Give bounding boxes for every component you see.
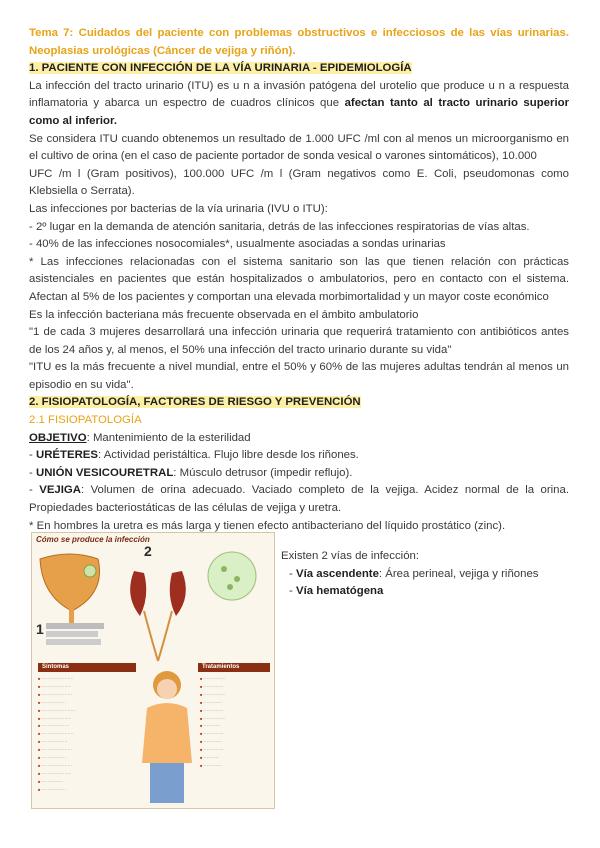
paragraph-intro: Las infecciones por bacterias de la vía urinaria (IVU o ITU): bbox=[29, 202, 328, 215]
infographic-step-1: 1 bbox=[36, 621, 44, 637]
infographic-caption-1 bbox=[46, 623, 106, 645]
paragraph-definition: La infección del tracto urinario (ITU) es u n a invasión patógena del urotelio que produce u n a respuesta inflamatoria y abarca un espectro de cuadros clínicos que afectan tanto al tracto urinario superior como al inferior. bbox=[29, 79, 569, 127]
vejiga-line: - VEJIGA: Volumen de orina adecuado. Vaciado completo de la vejiga. Acidez normal de la orina. Propiedades bacteriostáticas de las células de vejiga y uretra. bbox=[29, 484, 569, 515]
subsection-heading: 2.1 FISIOPATOLOGÍA bbox=[29, 414, 142, 427]
sintomas-list: ■ ····················· ■ ··················· ■ ···················· ■ ················ ■ ······················ ■ ··················· ■ ·················· ■ ····················· ■ ················· ■ ···················· ■ ················ ■ ···················· ■ ··················· ■ ·············· ■ ················ bbox=[38, 675, 136, 794]
infographic-title: Cómo se produce la infección bbox=[36, 535, 150, 544]
bladder-illustration bbox=[32, 541, 272, 671]
paragraph-ambulatory: Es la infección bacteriana más frecuente observada en el ámbito ambulatorio bbox=[29, 308, 419, 321]
woman-illustration bbox=[132, 663, 202, 809]
document-title: Tema 7: Cuidados del paciente con problemas obstructivos e infecciosos de las vías urinarias. Neoplasias urológicas (Cáncer de vejiga y riñón). bbox=[29, 27, 569, 57]
document-body bbox=[29, 25, 569, 535]
note-men: * En hombres la uretra es más larga y tienen efecto antibacteriano del líquido prostático (zinc). bbox=[29, 519, 506, 532]
paragraph-footnote: * Las infecciones relacionadas con el sistema sanitario son las que tienen relación con prácticas asistenciales en pacientes que están hospitalizados o ambulatorios, pero en contacto con el sistema. Afectan al 5% de los pacientes y comportan una elevada morbimortalidad y un mayor coste económico bbox=[29, 255, 569, 303]
sintomas-header: Síntomas bbox=[38, 663, 136, 672]
infographic-image bbox=[31, 532, 275, 809]
route-ascending: - Vía ascendente: Área perineal, vejiga y riñones bbox=[299, 566, 571, 584]
tratamientos-list: ■ ·············· ■ ············· ■ ·············· ■ ············ ■ ············· ■ ·············· ■ ··········· ■ ············· ■ ············ ■ ············· ■ ·········· ■ ············ bbox=[200, 675, 270, 770]
quote-1: "1 de cada 3 mujeres desarrollará una infección urinaria que requerirá tratamiento con antibióticos antes de los 24 años y, al menos, el 50% una infección del tracto urinario durante su vida" bbox=[29, 326, 569, 356]
section-1-heading: 1. PACIENTE CON INFECCIÓN DE LA VÍA URINARIA - EPIDEMIOLOGÍA bbox=[29, 62, 412, 75]
routes-list bbox=[281, 566, 571, 601]
bullet-second-place: - 2º lugar en la demanda de atención sanitaria, detrás de las infecciones respiratorias de vías altas. bbox=[29, 220, 530, 233]
bullet-nosocomial: - 40% de las infecciones nosocomiales*, usualmente asociadas a sondas urinarias bbox=[29, 238, 446, 251]
route-hematogenous: - Vía hematógena bbox=[299, 583, 571, 601]
union-line: - UNIÓN VESICOURETRAL: Músculo detrusor (impedir reflujo). bbox=[29, 466, 353, 479]
objective-line: OBJETIVO: Mantenimiento de la esterilidad bbox=[29, 431, 251, 444]
quote-2: "ITU es la más frecuente a nivel mundial, entre el 50% y 60% de las mujeres adultas tendrán al menos un episodio en su vida". bbox=[29, 361, 569, 391]
infection-routes bbox=[281, 548, 571, 601]
ureteres-line: - URÉTERES: Actividad peristáltica. Flujo libre desde los riñones. bbox=[29, 449, 359, 462]
routes-intro: Existen 2 vías de infección: bbox=[281, 550, 420, 562]
infographic-step-2: 2 bbox=[144, 543, 152, 559]
section-2-heading: 2. FISIOPATOLOGÍA, FACTORES DE RIESGO Y PREVENCIÓN bbox=[29, 396, 361, 409]
tratamientos-header: Tratamientos bbox=[198, 663, 270, 672]
paragraph-criteria: Se considera ITU cuando obtenemos un resultado de 1.000 UFC /ml con al menos un microorganismo en el cultivo de orina (en el caso de paciente portador de sonda vesical o varones sintomáticos), 10.000 UFC /m l (Gram positivos), 100.000 UFC /m l (Gram negativos como E. Coli, pseudomonas como Klebsiella o Serrata). bbox=[29, 132, 569, 198]
